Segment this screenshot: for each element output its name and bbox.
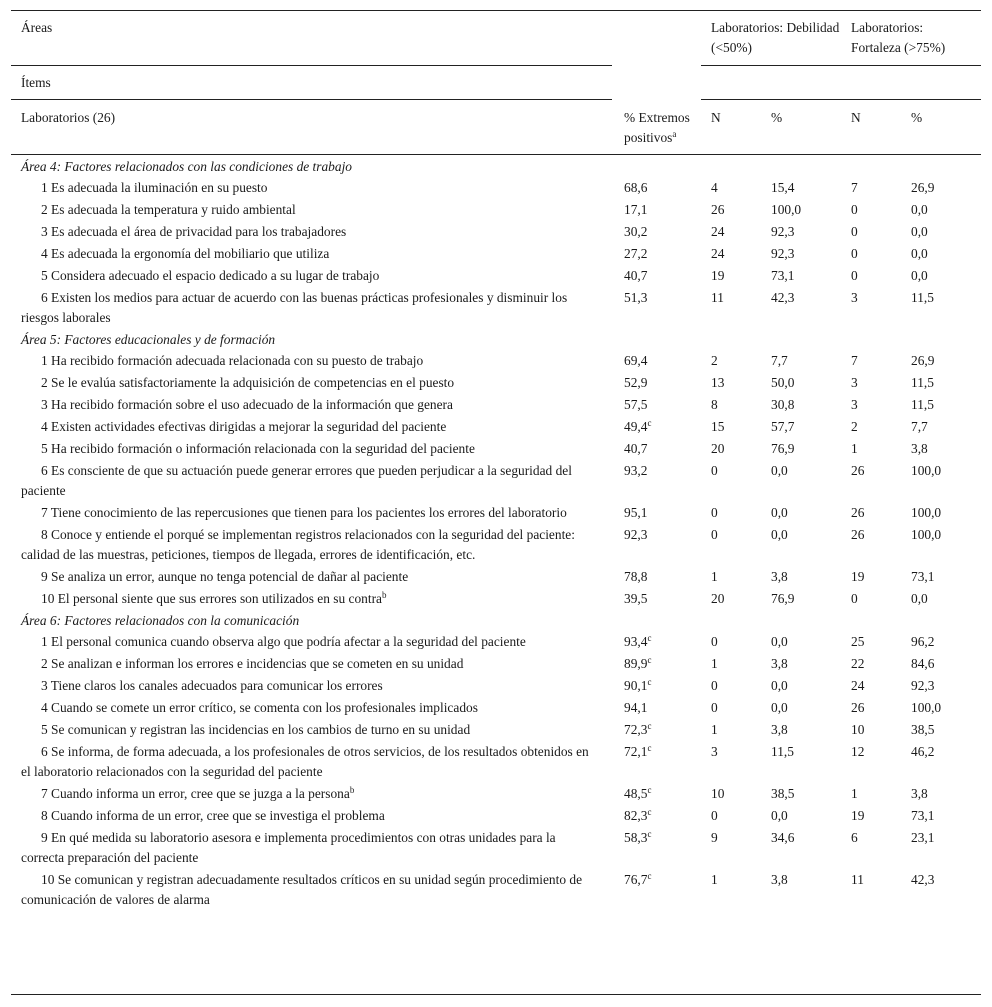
- pct-extremos-value: 40,7: [624, 267, 648, 283]
- weak-pct-value: 11,5: [771, 743, 794, 759]
- strong-n-value: 10: [851, 721, 865, 737]
- pct-extremos-value: 89,9$^c$: [624, 654, 652, 671]
- strong-pct-value: 23,1: [911, 829, 935, 845]
- table-row: [11, 287, 981, 329]
- pct-extremos-value: 57,5: [624, 396, 648, 412]
- item-text: 9 En qué medida su laboratorio asesora e implementa procedimientos con otras unidades para la correcta preparación del paciente: [21, 829, 556, 865]
- header-strong-pct: %: [901, 100, 981, 155]
- area-row: [11, 154, 981, 177]
- weak-pct-value: 42,3: [771, 289, 795, 305]
- item-text: 1 El personal comunica cuando observa algo que podría afectar a la seguridad del paciente: [41, 633, 526, 649]
- item-text: 7 Tiene conocimiento de las repercusiones que tienen para los pacientes los errores del laboratorio: [41, 504, 567, 520]
- weak-pct-value: 0,0: [771, 633, 788, 649]
- table-row: [11, 199, 981, 221]
- weak-n-value: 1: [711, 721, 718, 737]
- strong-pct-value: 73,1: [911, 807, 935, 823]
- strong-pct-value: 100,0: [911, 504, 942, 520]
- pct-extremos-value: 52,9: [624, 374, 648, 390]
- table-row: [11, 675, 981, 697]
- weak-pct-value: 0,0: [771, 504, 788, 520]
- table-row: [11, 177, 981, 199]
- item-text: 4 Es adecuada la ergonomía del mobiliario que utiliza: [41, 245, 330, 261]
- header-items: Ítems: [11, 66, 612, 100]
- weak-n-value: 26: [711, 201, 725, 217]
- weak-pct-value: 100,0: [771, 201, 802, 217]
- item-text: 7 Cuando informa un error, cree que se juzga a la persona$^b$: [41, 784, 355, 801]
- weak-n-value: 4: [711, 179, 718, 195]
- table-row: [11, 416, 981, 438]
- weak-pct-value: 73,1: [771, 267, 795, 283]
- area-row: [11, 610, 981, 631]
- weak-n-value: 15: [711, 418, 725, 434]
- weak-pct-value: 0,0: [771, 526, 788, 542]
- pct-extremos-value: 78,8: [624, 568, 648, 584]
- weak-pct-value: 38,5: [771, 785, 795, 801]
- weak-n-value: 1: [711, 871, 718, 887]
- table-row: [11, 566, 981, 588]
- table-row: [11, 783, 981, 805]
- weak-pct-value: 7,7: [771, 352, 788, 368]
- weak-n-value: 20: [711, 440, 725, 456]
- header-strong-group: Laboratorios: Fortaleza (>75%): [841, 11, 981, 66]
- item-text: 3 Ha recibido formación sobre el uso adecuado de la información que genera: [41, 396, 453, 412]
- pct-extremos-value: 58,3$^c$: [624, 828, 652, 845]
- table-body: [11, 154, 981, 911]
- strong-n-value: 26: [851, 504, 865, 520]
- pct-extremos-value: 76,7$^c$: [624, 870, 652, 887]
- weak-pct-value: 76,9: [771, 590, 795, 606]
- strong-pct-value: 0,0: [911, 245, 928, 261]
- strong-n-value: 26: [851, 462, 865, 478]
- strong-n-value: 26: [851, 699, 865, 715]
- weak-n-value: 11: [711, 289, 724, 305]
- strong-pct-value: 0,0: [911, 223, 928, 239]
- item-text: 2 Se analizan e informan los errores e incidencias que se cometen en su unidad: [41, 655, 464, 671]
- pct-extremos-value: 82,3$^c$: [624, 806, 652, 823]
- weak-n-value: 13: [711, 374, 725, 390]
- header-strong-n: N: [841, 100, 901, 155]
- strong-n-value: 3: [851, 374, 858, 390]
- weak-n-value: 24: [711, 223, 725, 239]
- strong-n-value: 24: [851, 677, 865, 693]
- strong-pct-value: 96,2: [911, 633, 935, 649]
- table-row: [11, 502, 981, 524]
- weak-n-value: 0: [711, 633, 718, 649]
- strong-pct-value: 42,3: [911, 871, 935, 887]
- header-weak-group: Laboratorios: Debilidad (<50%): [701, 11, 841, 66]
- strong-n-value: 1: [851, 440, 858, 456]
- header-row-areas: [11, 11, 981, 66]
- weak-n-value: 24: [711, 245, 725, 261]
- pct-extremos-value: 27,2: [624, 245, 648, 261]
- strong-n-value: 19: [851, 807, 865, 823]
- strong-pct-value: 11,5: [911, 374, 934, 390]
- table-row: [11, 524, 981, 566]
- strong-n-value: 25: [851, 633, 865, 649]
- strong-n-value: 0: [851, 223, 858, 239]
- strong-pct-value: 3,8: [911, 440, 928, 456]
- weak-n-value: 19: [711, 267, 725, 283]
- weak-n-value: 0: [711, 807, 718, 823]
- table-row: [11, 221, 981, 243]
- table-row: [11, 805, 981, 827]
- pct-extremos-value: 90,1$^c$: [624, 676, 652, 693]
- weak-n-value: 0: [711, 699, 718, 715]
- weak-pct-value: 57,7: [771, 418, 795, 434]
- table-row: [11, 719, 981, 741]
- weak-pct-value: 15,4: [771, 179, 795, 195]
- table-row: [11, 653, 981, 675]
- item-text: 3 Tiene claros los canales adecuados para comunicar los errores: [41, 677, 383, 693]
- weak-pct-value: 0,0: [771, 677, 788, 693]
- strong-pct-value: 11,5: [911, 289, 934, 305]
- item-text: 9 Se analiza un error, aunque no tenga potencial de dañar al paciente: [41, 568, 409, 584]
- strong-n-value: 0: [851, 267, 858, 283]
- table-row: [11, 265, 981, 287]
- pct-extremos-value: 49,4$^c$: [624, 417, 652, 434]
- strong-pct-value: 0,0: [911, 201, 928, 217]
- item-text: 4 Cuando se comete un error crítico, se comenta con los profesionales implicados: [41, 699, 478, 715]
- header-row-items: [11, 66, 981, 100]
- strong-n-value: 6: [851, 829, 858, 845]
- header-weak-pct: %: [761, 100, 841, 155]
- strong-pct-value: 84,6: [911, 655, 935, 671]
- strong-n-value: 7: [851, 179, 858, 195]
- item-text: 1 Es adecuada la iluminación en su puesto: [41, 179, 268, 195]
- weak-pct-value: 3,8: [771, 871, 788, 887]
- pct-extremos-value: 40,7: [624, 440, 648, 456]
- weak-pct-value: 0,0: [771, 462, 788, 478]
- item-text: 8 Cuando informa de un error, cree que se investiga el problema: [41, 807, 385, 823]
- pct-extremos-value: 92,3: [624, 526, 648, 542]
- weak-pct-value: 0,0: [771, 807, 788, 823]
- item-text: 2 Es adecuada la temperatura y ruido ambiental: [41, 201, 296, 217]
- weak-pct-value: 3,8: [771, 568, 788, 584]
- pct-extremos-value: 72,3$^c$: [624, 720, 652, 737]
- pct-extremos-value: 93,4$^c$: [624, 632, 652, 649]
- table-row: [11, 438, 981, 460]
- strong-n-value: 7: [851, 352, 858, 368]
- strong-n-value: 19: [851, 568, 865, 584]
- pct-extremos-value: 48,5$^c$: [624, 784, 652, 801]
- strong-pct-value: 0,0: [911, 267, 928, 283]
- weak-n-value: 0: [711, 677, 718, 693]
- item-text: 2 Se le evalúa satisfactoriamente la adquisición de competencias en el puesto: [41, 374, 455, 390]
- strong-n-value: 12: [851, 743, 865, 759]
- weak-n-value: 10: [711, 785, 725, 801]
- weak-n-value: 0: [711, 462, 718, 478]
- strong-pct-value: 100,0: [911, 699, 942, 715]
- pct-extremos-value: 95,1: [624, 504, 648, 520]
- strong-pct-value: 100,0: [911, 462, 942, 478]
- weak-n-value: 9: [711, 829, 718, 845]
- strong-pct-value: 26,9: [911, 352, 935, 368]
- strong-pct-value: 92,3: [911, 677, 935, 693]
- table-row: [11, 631, 981, 653]
- pct-extremos-value: 69,4: [624, 352, 648, 368]
- pct-extremos-value: 68,6: [624, 179, 648, 195]
- table-row: [11, 588, 981, 610]
- header-row-columns: [11, 100, 981, 155]
- table-header: [11, 11, 981, 155]
- area-row: [11, 329, 981, 350]
- pct-extremos-value: 72,1$^c$: [624, 742, 652, 759]
- weak-n-value: 8: [711, 396, 718, 412]
- item-text: 6 Se informa, de forma adecuada, a los profesionales de otros servicios, de los resultados obtenidos en el laboratorio relacionados con la seguridad del paciente: [21, 743, 589, 779]
- item-text: 6 Existen los medios para actuar de acuerdo con las buenas prácticas profesionales y disminuir los riesgos laborales: [21, 289, 568, 325]
- results-table: [11, 10, 981, 911]
- table-row: [11, 741, 981, 783]
- area-title: Área 6: Factores relacionados con la comunicación: [21, 612, 300, 628]
- area-title: Área 4: Factores relacionados con las condiciones de trabajo: [21, 158, 352, 174]
- item-text: 10 Se comunican y registran adecuadamente resultados críticos en su unidad según procedimiento de comunicación de valores de alarma: [21, 871, 583, 907]
- strong-pct-value: 11,5: [911, 396, 934, 412]
- strong-pct-value: 100,0: [911, 526, 942, 542]
- bottom-rule: [11, 994, 981, 995]
- item-text: 4 Existen actividades efectivas dirigidas a mejorar la seguridad del paciente: [41, 418, 447, 434]
- weak-n-value: 1: [711, 655, 718, 671]
- header-pct-extremos: % Extremos positivos$^a$: [612, 100, 701, 155]
- pct-extremos-value: 30,2: [624, 223, 648, 239]
- strong-pct-value: 0,0: [911, 590, 928, 606]
- weak-pct-value: 92,3: [771, 245, 795, 261]
- strong-n-value: 0: [851, 590, 858, 606]
- weak-pct-value: 92,3: [771, 223, 795, 239]
- item-text: 5 Ha recibido formación o información relacionada con la seguridad del paciente: [41, 440, 475, 456]
- pct-extremos-value: 17,1: [624, 201, 648, 217]
- weak-pct-value: 50,0: [771, 374, 795, 390]
- weak-pct-value: 3,8: [771, 721, 788, 737]
- strong-pct-value: 7,7: [911, 418, 928, 434]
- item-text: 1 Ha recibido formación adecuada relacionada con su puesto de trabajo: [41, 352, 424, 368]
- strong-pct-value: 73,1: [911, 568, 935, 584]
- weak-n-value: 0: [711, 504, 718, 520]
- strong-n-value: 2: [851, 418, 858, 434]
- item-text: 10 El personal siente que sus errores son utilizados en su contra$^b$: [41, 589, 387, 606]
- weak-pct-value: 0,0: [771, 699, 788, 715]
- strong-pct-value: 38,5: [911, 721, 935, 737]
- strong-n-value: 1: [851, 785, 858, 801]
- table-row: [11, 243, 981, 265]
- weak-n-value: 1: [711, 568, 718, 584]
- weak-pct-value: 3,8: [771, 655, 788, 671]
- strong-n-value: 22: [851, 655, 865, 671]
- header-weak-n: N: [701, 100, 761, 155]
- table-row: [11, 372, 981, 394]
- item-text: 8 Conoce y entiende el porqué se implementan registros relacionados con la seguridad del paciente: calidad de las muestras, peticiones, tiempos de llegada, errores de identificación, etc.: [21, 526, 575, 562]
- strong-pct-value: 46,2: [911, 743, 935, 759]
- table-row: [11, 697, 981, 719]
- pct-extremos-value: 39,5: [624, 590, 648, 606]
- strong-pct-value: 3,8: [911, 785, 928, 801]
- strong-pct-value: 26,9: [911, 179, 935, 195]
- header-areas: Áreas: [11, 11, 612, 66]
- pct-extremos-value: 93,2: [624, 462, 648, 478]
- item-text: 3 Es adecuada el área de privacidad para los trabajadores: [41, 223, 347, 239]
- header-labs: Laboratorios (26): [11, 100, 612, 155]
- item-text: 5 Se comunican y registran las incidencias en los cambios de turno en su unidad: [41, 721, 471, 737]
- table-row: [11, 394, 981, 416]
- pct-extremos-value: 51,3: [624, 289, 648, 305]
- weak-pct-value: 34,6: [771, 829, 795, 845]
- pct-extremos-value: 94,1: [624, 699, 648, 715]
- weak-n-value: 2: [711, 352, 718, 368]
- strong-n-value: 3: [851, 396, 858, 412]
- weak-pct-value: 30,8: [771, 396, 795, 412]
- strong-n-value: 0: [851, 245, 858, 261]
- table-row: [11, 869, 981, 911]
- table-row: [11, 350, 981, 372]
- strong-n-value: 26: [851, 526, 865, 542]
- item-text: 6 Es consciente de que su actuación puede generar errores que pueden perjudicar a la seguridad del paciente: [21, 462, 572, 498]
- area-title: Área 5: Factores educacionales y de formación: [21, 331, 276, 347]
- strong-n-value: 0: [851, 201, 858, 217]
- strong-n-value: 11: [851, 871, 864, 887]
- weak-n-value: 0: [711, 526, 718, 542]
- table-row: [11, 460, 981, 502]
- weak-n-value: 3: [711, 743, 718, 759]
- table-row: [11, 827, 981, 869]
- strong-n-value: 3: [851, 289, 858, 305]
- weak-n-value: 20: [711, 590, 725, 606]
- item-text: 5 Considera adecuado el espacio dedicado a su lugar de trabajo: [41, 267, 380, 283]
- weak-pct-value: 76,9: [771, 440, 795, 456]
